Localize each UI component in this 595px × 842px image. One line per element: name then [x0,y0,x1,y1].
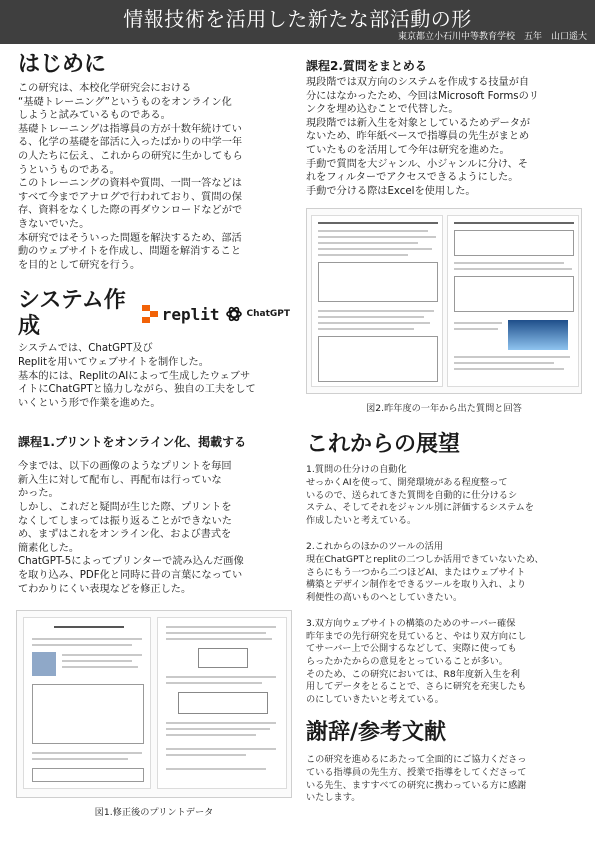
chatgpt-logo [225,305,290,323]
text-line: システムでは、ChatGPT及び [18,343,153,355]
task2-heading: 課程2.質問をまとめる [306,59,427,73]
figure-2-page-right [447,215,579,387]
left-column [18,52,290,818]
replit-label: replit [161,304,220,324]
figure-1 [16,610,292,798]
text-line: 利便性の高いものへとしていきたい。 [306,591,463,603]
text-line: ChatGPT-5によってプリンターで読み込んだ画像 [18,556,244,568]
text-line: れをフィルターでアクセスできるようにした。 [306,172,519,184]
text-line: 昨年までの先行研究を見ていると、やはり双方向にし [306,630,527,642]
author-line: 東京都立小石川中等教育学校 五年 山口遥大 [397,32,587,42]
future-list [306,464,582,706]
text-line: 構築とデザイン制作をできるツールを取り入れ、より [306,579,527,591]
right-column [306,58,582,805]
text-line: 基礎トレーニングは指導員の方が十数年続けてい [18,123,242,135]
text-line: せっかくAIを使って、開発環境がある程度整って [306,476,508,488]
text-line: ないため、昨年紙ベースで指導員の先生がまとめ [306,131,530,143]
text-line: 本研究ではそういった問題を解決するため、部活 [18,232,242,244]
text-line: うというものである。 [18,164,120,176]
header-bar [0,0,595,44]
text-line: きないでいた。 [18,218,90,230]
text-line: らったかたからの意見をとっていることが多い。 [306,656,508,668]
replit-logo [142,305,220,324]
text-line: 作成したいと考えている。 [306,514,417,526]
task1-heading: 課程1.プリントをオンライン化、掲載する [18,435,247,450]
chatgpt-label: ChatGPT [246,309,290,320]
text-line: かった。 [18,488,59,500]
text-line: 新入生に対して配布し、再配布は行っていな [18,474,222,486]
future-item-title: 2.これからのほかのツールの活用 [306,541,444,553]
figure-1-page-right [157,617,287,789]
figure-2 [306,208,582,394]
system-heading-row [18,288,290,340]
intro-body [18,82,290,272]
text-line: 動のウェブサイトを作成し、問題を解消すること [18,246,242,258]
thanks-body [306,754,582,804]
text-line: てサーバー上で公開するなどして、実際に使っても [306,643,517,655]
text-line: 手動で分ける際はExcelを使用した。 [306,185,476,197]
text-line: しようと試みているものである。 [18,110,171,122]
text-line: なくしてしまっては振り返ることができないた [18,515,232,527]
text-line: 用してデータをとることで、さらに研究を充実したも [306,681,527,693]
text-line: の人たちに伝え、これからの研究に生かしてもら [18,150,243,162]
future-item [306,541,582,604]
text-line: すべて今までアナログで行われており、質問の保 [18,191,242,203]
figure-2-caption: 図2.昨年度の一年から出た質問と回答 [366,403,522,415]
chatgpt-icon [225,305,243,323]
text-line: いくという形で作業を進めた。 [18,397,161,409]
text-line: 存、資料をなくした際の再ダウンロードなどがで [18,205,243,217]
text-line: さらにもう一つから二つほどAI、またはウェブサイト [306,566,526,578]
system-body [18,342,290,410]
text-line: る、化学の基礎を部活に入ったばかりの中学一年 [18,137,243,149]
figure-1-caption: 図1.修正後のプリントデータ [94,807,214,819]
text-line: ステム、そしてそれをジャンル別に評価するシステムを [306,502,534,514]
text-line: 手動で質問を大ジャンル、小ジャンルに分け、そ [306,158,528,170]
future-item [306,464,582,527]
text-line: しかし、これだと疑問が生じた際、プリントを [18,502,232,514]
text-line: いるので、送られてきた質問を自動的に仕分けるシ [306,489,518,501]
text-line: 現段階では新入生を対象としているためデータが [306,117,531,129]
text-line: この研究は、本校化学研究会における [18,83,192,94]
text-line: 今までは、以下の画像のようなプリントを毎回 [18,461,232,473]
text-line: を取り込み、PDF化と同時に昔の言葉になってい [18,570,243,582]
thanks-heading: 謝辞/参考文献 [306,720,447,746]
text-line: イトにChatGPTと協力しながら、独自の工夫をして [18,384,256,396]
page-title: 情報技術を活用した新たな部活動の形 [123,7,472,31]
text-line: いたします。 [306,792,361,804]
text-line: 簡素化した。 [18,542,80,554]
text-line: 基本的には、ReplitのAIによって生成したウェブサ [18,370,251,382]
figure-2-page-left [311,215,443,387]
text-line: ていたものを活用して今年は研究を進めた。 [306,144,510,156]
figure-1-page-left [23,617,151,789]
text-line: め、まずはこれをオンライン化、および書式を [18,529,232,541]
future-item-title: 1.質問の仕分けの自動化 [306,464,407,476]
text-line: を目的として研究を行う。 [18,259,141,271]
text-line: いる先生、ますすべての研究に携わっている方に感謝 [306,779,527,791]
text-line: ている指導員の先生方、授業で指導をしてくださって [306,767,527,779]
future-item-title: 3.双方向ウェブサイトの構築のためのサーバー確保 [306,618,516,630]
task2-body [306,76,582,198]
text-line: Replitを用いてウェブサイトを制作した。 [18,356,209,368]
text-line: “基礎トレーニング”というものをオンライン化 [18,96,232,108]
replit-icon [142,305,158,323]
future-heading: これからの展望 [306,432,461,458]
future-item [306,618,582,706]
intro-heading: はじめに [18,52,107,77]
text-line: このトレーニングの資料や質問、一問一答などは [18,178,242,190]
system-heading: システム作成 [18,288,126,340]
text-line: この研究を進めるにあたって全面的にご協力くださっ [306,754,527,766]
text-line: ンクを埋め込むことで代替した。 [306,104,459,116]
text-line: そのため、この研究においては、R8年度新入生を利 [306,668,520,680]
text-line: のにしていきたいと考えている。 [306,693,444,705]
text-line: てわかりにくい表現などを修正した。 [18,583,192,595]
text-line: 現在ChatGPTとreplitの二つしか活用できていないため、 [306,553,544,565]
task1-body [18,460,290,596]
text-line: 分にはなかったため、今回はMicrosoft Formsのリ [306,90,539,102]
text-line: 現段階では双方向のシステムを作成する技量が自 [306,77,530,88]
